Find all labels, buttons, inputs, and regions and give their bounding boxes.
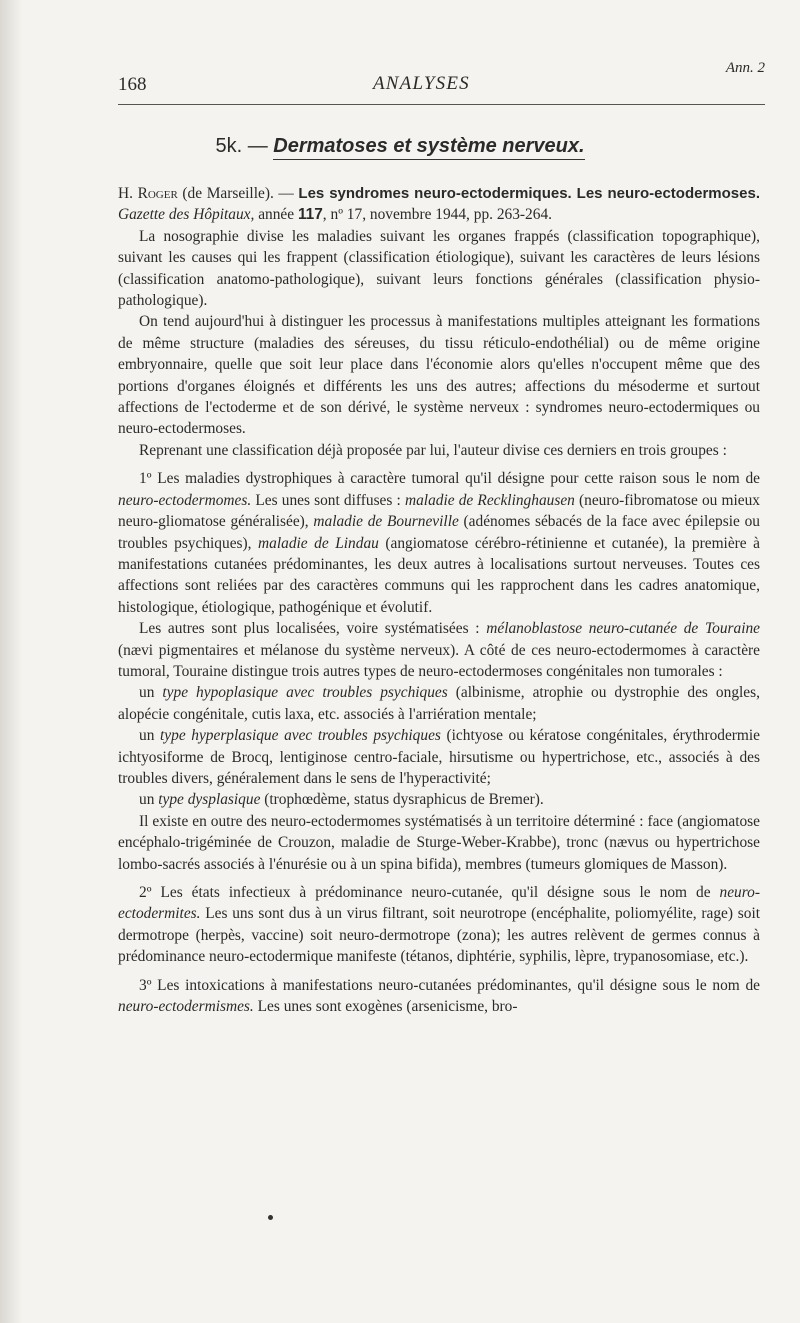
article-body xyxy=(118,183,760,1017)
reference-affiliation: (de Marseille). — xyxy=(177,185,299,202)
italic-term: type dysplasique xyxy=(158,791,261,809)
italic-term: neuro-ectodermomes. xyxy=(118,491,252,509)
section-title: Dermatoses et système nerveux. xyxy=(273,135,584,160)
paragraph-nosographie: La nosographie divise les maladies suivant les organes frappés (classification topographique), suivant les causes qui les frappent (classification étiologique), suivant les caractères de leurs lésions (classification anatomo-pathologique), suivant leurs fonctions générales (classification physio-pathologique). xyxy=(118,227,760,310)
bibliographic-reference xyxy=(118,183,760,226)
page-number: 168 xyxy=(118,74,147,95)
text-run: (nævi pigmentaires et mélanose du système nerveux). A côté de ces neuro-ectodermomes à caractère tumoral, Touraine distingue trois autres types de neuro-ectodermoses congénitales non tumorales : xyxy=(118,641,760,680)
section-heading xyxy=(0,135,800,158)
italic-term: maladie de Bourneville xyxy=(313,513,459,531)
section-number: 5k. xyxy=(215,135,243,157)
text-run: Les uns sont dus à un virus filtrant, soit neurotrope (encéphalite, poliomyélite, rage) soit dermotrope (herpès, vaccine) soit neuro-dermotrope (zona); les autres relèvent de germes connus à prédominance neuro-ectodermique manifeste (tétanos, diphtérie, syphilis, lèpre, trypanosomiase, etc.). xyxy=(118,905,760,966)
italic-term: type hyperplasique avec troubles psychiques xyxy=(160,727,441,745)
italic-term: maladie de Recklinghausen xyxy=(404,491,575,509)
reference-year-prefix: année xyxy=(254,206,298,224)
page-edge-shadow xyxy=(0,0,22,1323)
text-run: un xyxy=(139,684,163,702)
reference-volume: 117 xyxy=(297,206,323,224)
page-header xyxy=(118,60,765,110)
italic-term: neuro-ectodermismes. xyxy=(118,998,254,1016)
text-run: un xyxy=(139,791,159,809)
text-run: 3º Les intoxications à manifestations neuro-cutanées prédominantes, qu'il désigne sous le nom de xyxy=(139,976,760,994)
italic-term: mélanoblastose neuro-cutanée de Touraine xyxy=(486,620,760,638)
text-run: (ichtyose ou kératose congénitales, érythrodermie ichtyosiforme de Brocq, lentiginose centro-faciale, hirsutisme ou hypertrichose, etc., associés à des troubles divers, généralement dans le sens de l'hyperactivité; xyxy=(118,727,760,787)
text-run: Les unes sont diffuses : xyxy=(251,491,405,509)
text-run: (angiomatose cérébro-rétinienne et cutanée), la première à manifestations cutanées prédominantes, les deux autres à localisations surtout nerveuses. Toutes ces affections sont reliées par des caractères communs qui les rapprochent dans les cadres anatomique, histologique, étiologique, pathogénique et évolutif. xyxy=(118,534,760,616)
text-run: (neuro-fibromatose ou mieux neuro-gliomatose généralisée), xyxy=(118,491,760,531)
text-run: (albinisme, atrophie ou dystrophie des ongles, alopécie congénitale, cutis laxa, etc. associés à l'arriération mentale; xyxy=(118,684,760,723)
paragraph-type-hyperplasique xyxy=(118,725,760,789)
italic-term: maladie de Lindau xyxy=(258,534,379,552)
paragraph-systematises: Il existe en outre des neuro-ectodermomes systématisés à un territoire déterminé : face (angiomatose encéphalo-trigéminée de Crouzon, maladie de Sturge-Weber-Krabbe), tronc (nævus ou hypertrichose lombo-sacrés associés à l'énurésie ou à un spina bifida), membres (tumeurs glomiques de Masson). xyxy=(118,812,760,873)
italic-term: neuro-ectodermites. xyxy=(118,884,760,923)
paragraph-type-dysplasique xyxy=(118,789,760,810)
text-run: un xyxy=(139,727,161,745)
paragraph-group-1 xyxy=(118,468,760,618)
paragraph-group-3 xyxy=(118,975,760,1018)
text-run: Les autres sont plus localisées, voire systématisées : xyxy=(139,620,487,638)
text-run: Les unes sont exogènes (arsenicisme, bro- xyxy=(253,998,518,1016)
reference-details: , nº 17, novembre 1944, pp. 263-264. xyxy=(322,206,552,224)
paragraph-type-hypoplasique xyxy=(118,682,760,725)
italic-term: type hypoplasique avec troubles psychiques xyxy=(162,684,448,702)
ink-speck xyxy=(268,1215,273,1220)
reference-journal: Gazette des Hôpitaux, xyxy=(118,206,255,224)
paragraph-group-2 xyxy=(118,882,760,968)
text-run: (trophœdème, status dysraphicus de Bremer). xyxy=(260,791,544,809)
paragraph-processus: On tend aujourd'hui à distinguer les processus à manifestations multiples atteignant les formations de même structure (maladies des séreuses, du tissu réticulo-endothélial) ou de même origine embryonnaire, quelle que soit leur place dans l'économie alors qu'elles n'occupent même que des portions d'organes éloignés et différents les uns des autres; affections du mésoderme et surtout affections de l'ectoderme et de son dérivé, le système nerveux : syndromes neuro-ectodermiques ou neuro-ectodermoses. xyxy=(118,313,760,438)
running-head: ANALYSES xyxy=(373,73,470,94)
section-dash: — xyxy=(242,135,274,157)
header-rule xyxy=(118,104,765,105)
paragraph-localisees xyxy=(118,618,760,682)
paragraph-groupes: Reprenant une classification déjà proposée par lui, l'auteur divise ces derniers en trois groupes : xyxy=(139,441,727,459)
text-run: 2º Les états infectieux à prédominance neuro-cutanée, qu'il désigne sous le nom de xyxy=(139,884,720,901)
text-run: 1º Les maladies dystrophiques à caractère tumoral qu'il désigne pour cette raison sous le nom de xyxy=(139,470,760,488)
journal-reference: Ann. 2 xyxy=(725,60,765,76)
reference-title: Les syndromes neuro-ectodermiques. Les neuro-ectodermoses. xyxy=(298,185,760,202)
text-run: (adénomes sébacés de la face avec épilepsie ou troubles psychiques), xyxy=(118,513,760,552)
reference-author: H. Roger xyxy=(118,185,178,202)
